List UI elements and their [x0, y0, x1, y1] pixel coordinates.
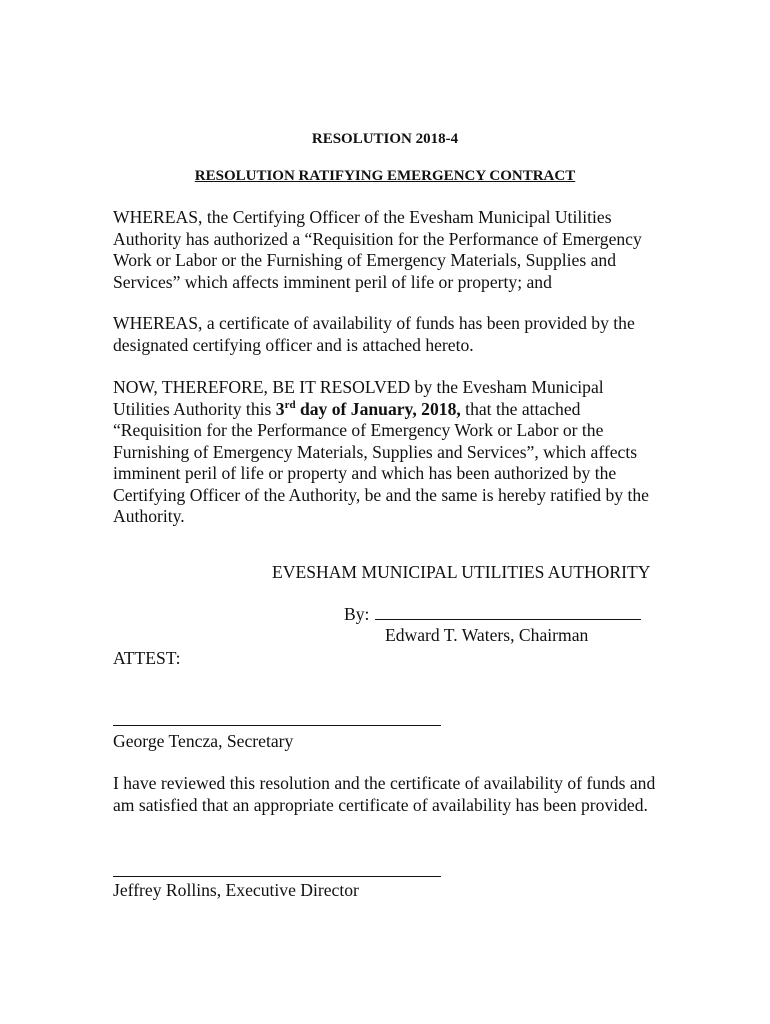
- chairman-signature-rule: [375, 605, 641, 620]
- secretary-name: George Tencza, Secretary: [113, 731, 294, 751]
- secretary-signature-rule: [113, 725, 441, 726]
- resolved-date-rest: day of January, 2018,: [295, 398, 461, 419]
- resolved-day: 3: [275, 398, 285, 419]
- chairman-signature-line: [344, 604, 641, 625]
- resolved-body: that the attached “Requisition for the Performance of Emergency Work or Labor or the Furnishing of Emergency Materials, Supplies and Services”, which affects imminent peril of life or property and which has been authorized by the Certifying Officer of the Authority, be and the same is hereby ratified by the Authority.: [113, 398, 649, 526]
- director-signature-rule: [113, 876, 441, 877]
- resolved-day-suffix: rd: [284, 398, 296, 411]
- resolution-title: RESOLUTION 2018-4: [311, 131, 459, 147]
- resolved-intro: NOW, THEREFORE, BE IT RESOLVED by the Evesham Municipal Utilities Authority this: [113, 377, 604, 419]
- chairman-name: Edward T. Waters, Chairman: [385, 625, 589, 645]
- authority-name: EVESHAM MUNICIPAL UTILITIES AUTHORITY: [272, 562, 651, 582]
- resolved-paragraph: [113, 377, 663, 528]
- review-statement: I have reviewed this resolution and the certificate of availability of funds and am satisfied that an appropriate certificate of availability has been provided.: [113, 773, 656, 815]
- resolution-subtitle: RESOLUTION RATIFYING EMERGENCY CONTRACT: [194, 168, 576, 184]
- whereas-paragraph-2: WHEREAS, a certificate of availability of funds has been provided by the designated certifying officer and is attached hereto.: [113, 313, 635, 355]
- resolved-date: [276, 399, 461, 419]
- whereas-paragraph-1: WHEREAS, the Certifying Officer of the Evesham Municipal Utilities Authority has authorized a “Requisition for the Performance of Emergency Work or Labor or the Furnishing of Emergency Materials, Supplies and Services” which affects imminent peril of life or property; and: [113, 207, 642, 292]
- attest-label: ATTEST:: [113, 648, 181, 668]
- by-label: By:: [344, 604, 370, 624]
- director-name: Jeffrey Rollins, Executive Director: [113, 880, 359, 900]
